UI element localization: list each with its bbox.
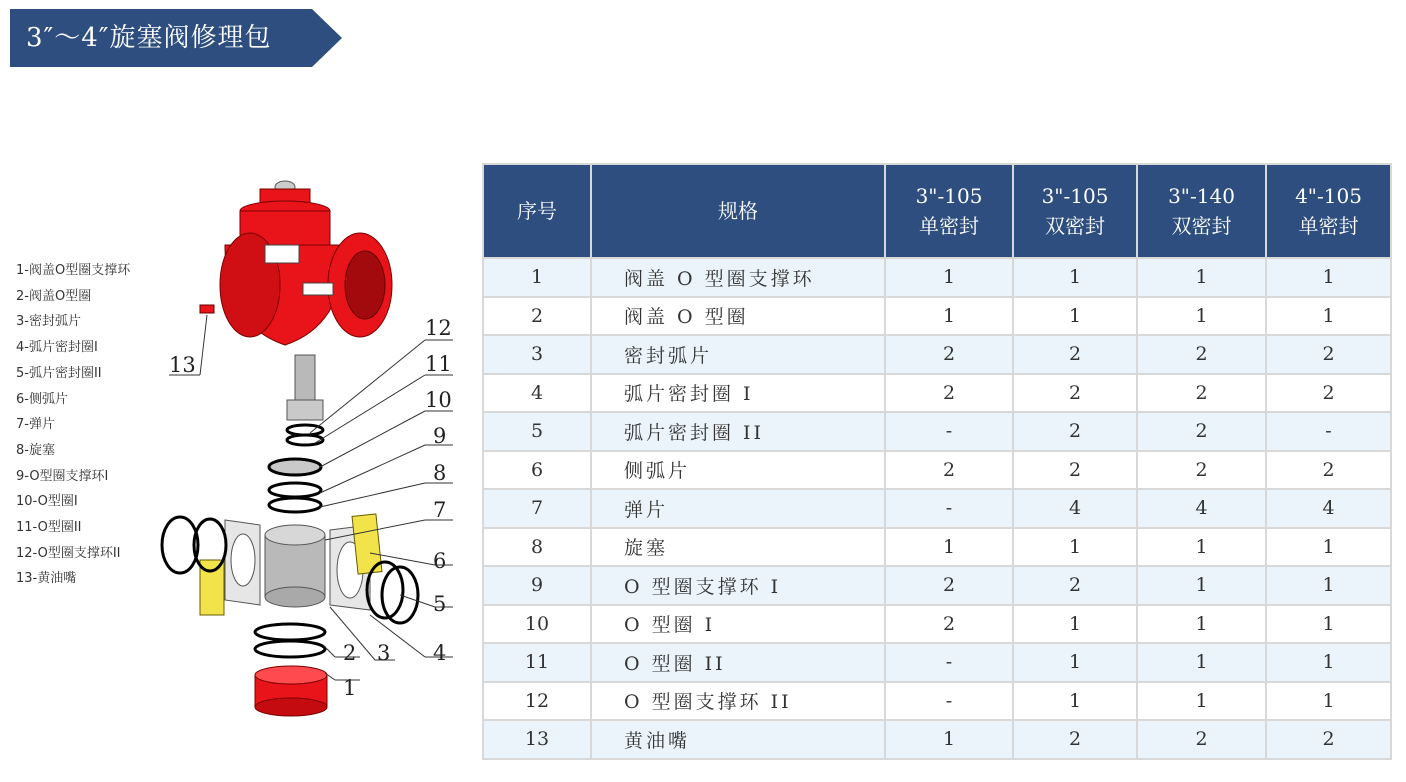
table-row [483, 258, 1391, 297]
quantity-cell: 2 [1137, 451, 1266, 490]
callout-12: 12 [425, 316, 452, 340]
quantity-cell: 4 [1137, 489, 1266, 528]
table-row [483, 566, 1391, 605]
part-name-cell: O 型圈支撑环 I [591, 566, 885, 605]
header-index: 序号 [483, 164, 591, 258]
title-banner [10, 9, 342, 67]
bottom-retainer [255, 666, 327, 716]
quantity-cell: 2 [1013, 566, 1137, 605]
page-title: 3″～4″旋塞阀修理包 [26, 23, 272, 53]
quantity-cell: 2 [885, 566, 1013, 605]
quantity-cell: 1 [1266, 528, 1391, 567]
part-name-cell: 旋塞 [591, 528, 885, 567]
quantity-cell: 1 [1266, 605, 1391, 644]
quantity-cell: 2 [1013, 451, 1137, 490]
quantity-cell: 1 [1137, 297, 1266, 336]
row-index-cell: 10 [483, 605, 591, 644]
quantity-cell: 2 [1137, 374, 1266, 413]
quantity-cell: 2 [885, 335, 1013, 374]
quantity-cell: 1 [1137, 566, 1266, 605]
part-name-cell: 阀盖 O 型圈 [591, 297, 885, 336]
part-name-cell: O 型圈 I [591, 605, 885, 644]
legend-item: 12-O型圈支撑环II [16, 545, 121, 561]
quantity-cell: 1 [1013, 258, 1137, 297]
part-name-cell: O 型圈 II [591, 643, 885, 682]
table-row [483, 720, 1391, 759]
legend-item: 13-黄油嘴 [16, 571, 77, 587]
row-index-cell: 1 [483, 258, 591, 297]
row-index-cell: 5 [483, 412, 591, 451]
callout-10: 10 [425, 388, 452, 412]
quantity-cell: 2 [1137, 335, 1266, 374]
legend-item: 11-O型圈II [16, 520, 82, 536]
quantity-cell: 1 [1137, 528, 1266, 567]
table-header-row [483, 164, 1391, 258]
quantity-cell: 2 [1013, 335, 1137, 374]
quantity-cell: 2 [1266, 720, 1391, 759]
row-index-cell: 2 [483, 297, 591, 336]
row-index-cell: 9 [483, 566, 591, 605]
callout-8: 8 [433, 461, 447, 485]
legend-item: 7-弹片 [16, 417, 55, 433]
quantity-cell: 2 [1266, 335, 1391, 374]
table-row [483, 335, 1391, 374]
quantity-cell: 1 [885, 528, 1013, 567]
part-name-cell: 侧弧片 [591, 451, 885, 490]
callout-6: 6 [433, 549, 447, 573]
quantity-cell: 1 [1013, 528, 1137, 567]
quantity-cell: 1 [1137, 643, 1266, 682]
part-name-cell: 密封弧片 [591, 335, 885, 374]
quantity-cell: - [885, 682, 1013, 721]
quantity-cell: 1 [1137, 258, 1266, 297]
quantity-cell: 2 [885, 451, 1013, 490]
legend-item: 6-侧弧片 [16, 391, 68, 407]
callout-7: 7 [433, 498, 447, 522]
table-row [483, 412, 1391, 451]
quantity-cell: 1 [885, 720, 1013, 759]
row-index-cell: 13 [483, 720, 591, 759]
callout-3: 3 [377, 641, 391, 665]
quantity-cell: 1 [885, 258, 1013, 297]
callout-5: 5 [433, 592, 447, 616]
quantity-cell: 1 [1266, 297, 1391, 336]
valve-stem [287, 355, 323, 420]
quantity-cell: - [1266, 412, 1391, 451]
quantity-cell: 1 [1266, 682, 1391, 721]
quantity-cell: - [885, 643, 1013, 682]
legend-item: 1-阀盖O型圈支撑环 [16, 263, 131, 278]
callout-1: 1 [343, 676, 357, 700]
header-spec: 规格 [591, 164, 885, 258]
quantity-cell: 1 [1013, 643, 1137, 682]
row-index-cell: 6 [483, 451, 591, 490]
callout-13: 13 [169, 353, 196, 377]
quantity-cell: 1 [1266, 643, 1391, 682]
plug-valve-exploded-diagram [155, 175, 475, 735]
upper-o-rings [269, 425, 323, 512]
header-3-140-double: 3"-140 双密封 [1137, 164, 1266, 258]
quantity-cell: 2 [1013, 412, 1137, 451]
quantity-cell: 1 [1013, 605, 1137, 644]
parts-legend [16, 258, 130, 592]
row-index-cell: 4 [483, 374, 591, 413]
quantity-cell: 2 [1137, 720, 1266, 759]
header-3-105-single: 3"-105 单密封 [885, 164, 1013, 258]
legend-item: 4-弧片密封圈I [16, 340, 98, 356]
quantity-cell: 1 [1137, 682, 1266, 721]
quantity-cell: 1 [1137, 605, 1266, 644]
quantity-cell: - [885, 412, 1013, 451]
grease-nipple [200, 305, 214, 313]
part-name-cell: 弧片密封圈 II [591, 412, 885, 451]
table-row [483, 374, 1391, 413]
quantity-cell: 2 [1266, 374, 1391, 413]
row-index-cell: 11 [483, 643, 591, 682]
table-row [483, 605, 1391, 644]
callout-2: 2 [343, 641, 357, 665]
header-4-105-single: 4"-105 单密封 [1266, 164, 1391, 258]
legend-item: 5-弧片密封圈II [16, 365, 102, 381]
quantity-cell: 4 [1013, 489, 1137, 528]
quantity-cell: 2 [1013, 374, 1137, 413]
row-index-cell: 8 [483, 528, 591, 567]
legend-item: 8-旋塞 [16, 442, 55, 458]
lower-o-rings [255, 624, 325, 657]
legend-item: 9-O型圈支撑环I [16, 468, 109, 484]
quantity-cell: 2 [885, 374, 1013, 413]
valve-body [220, 181, 392, 345]
table-row [483, 643, 1391, 682]
repair-kit-table [482, 163, 1392, 760]
quantity-cell: 1 [885, 297, 1013, 336]
part-name-cell: 黄油嘴 [591, 720, 885, 759]
part-name-cell: 阀盖 O 型圈支撑环 [591, 258, 885, 297]
row-index-cell: 7 [483, 489, 591, 528]
part-name-cell: 弧片密封圈 I [591, 374, 885, 413]
legend-item: 3-密封弧片 [16, 314, 81, 330]
row-index-cell: 12 [483, 682, 591, 721]
quantity-cell: 1 [1013, 297, 1137, 336]
quantity-cell: 1 [1013, 682, 1137, 721]
quantity-cell: 1 [1266, 566, 1391, 605]
quantity-cell: 1 [1266, 258, 1391, 297]
quantity-cell: 2 [1266, 451, 1391, 490]
table-row [483, 682, 1391, 721]
table-row [483, 489, 1391, 528]
row-index-cell: 3 [483, 335, 591, 374]
quantity-cell: 2 [1013, 720, 1137, 759]
quantity-cell: 2 [1137, 412, 1266, 451]
table-row [483, 297, 1391, 336]
legend-item: 10-O型圈I [16, 494, 78, 510]
part-name-cell: O 型圈支撑环 II [591, 682, 885, 721]
part-name-cell: 弹片 [591, 489, 885, 528]
callout-9: 9 [433, 424, 447, 448]
callout-11: 11 [425, 352, 452, 376]
callout-4: 4 [433, 641, 447, 665]
quantity-cell: - [885, 489, 1013, 528]
legend-item: 2-阀盖O型圈 [16, 288, 92, 304]
table-row [483, 451, 1391, 490]
plug [265, 525, 325, 607]
table-row [483, 528, 1391, 567]
header-3-105-double: 3"-105 双密封 [1013, 164, 1137, 258]
quantity-cell: 2 [885, 605, 1013, 644]
quantity-cell: 4 [1266, 489, 1391, 528]
